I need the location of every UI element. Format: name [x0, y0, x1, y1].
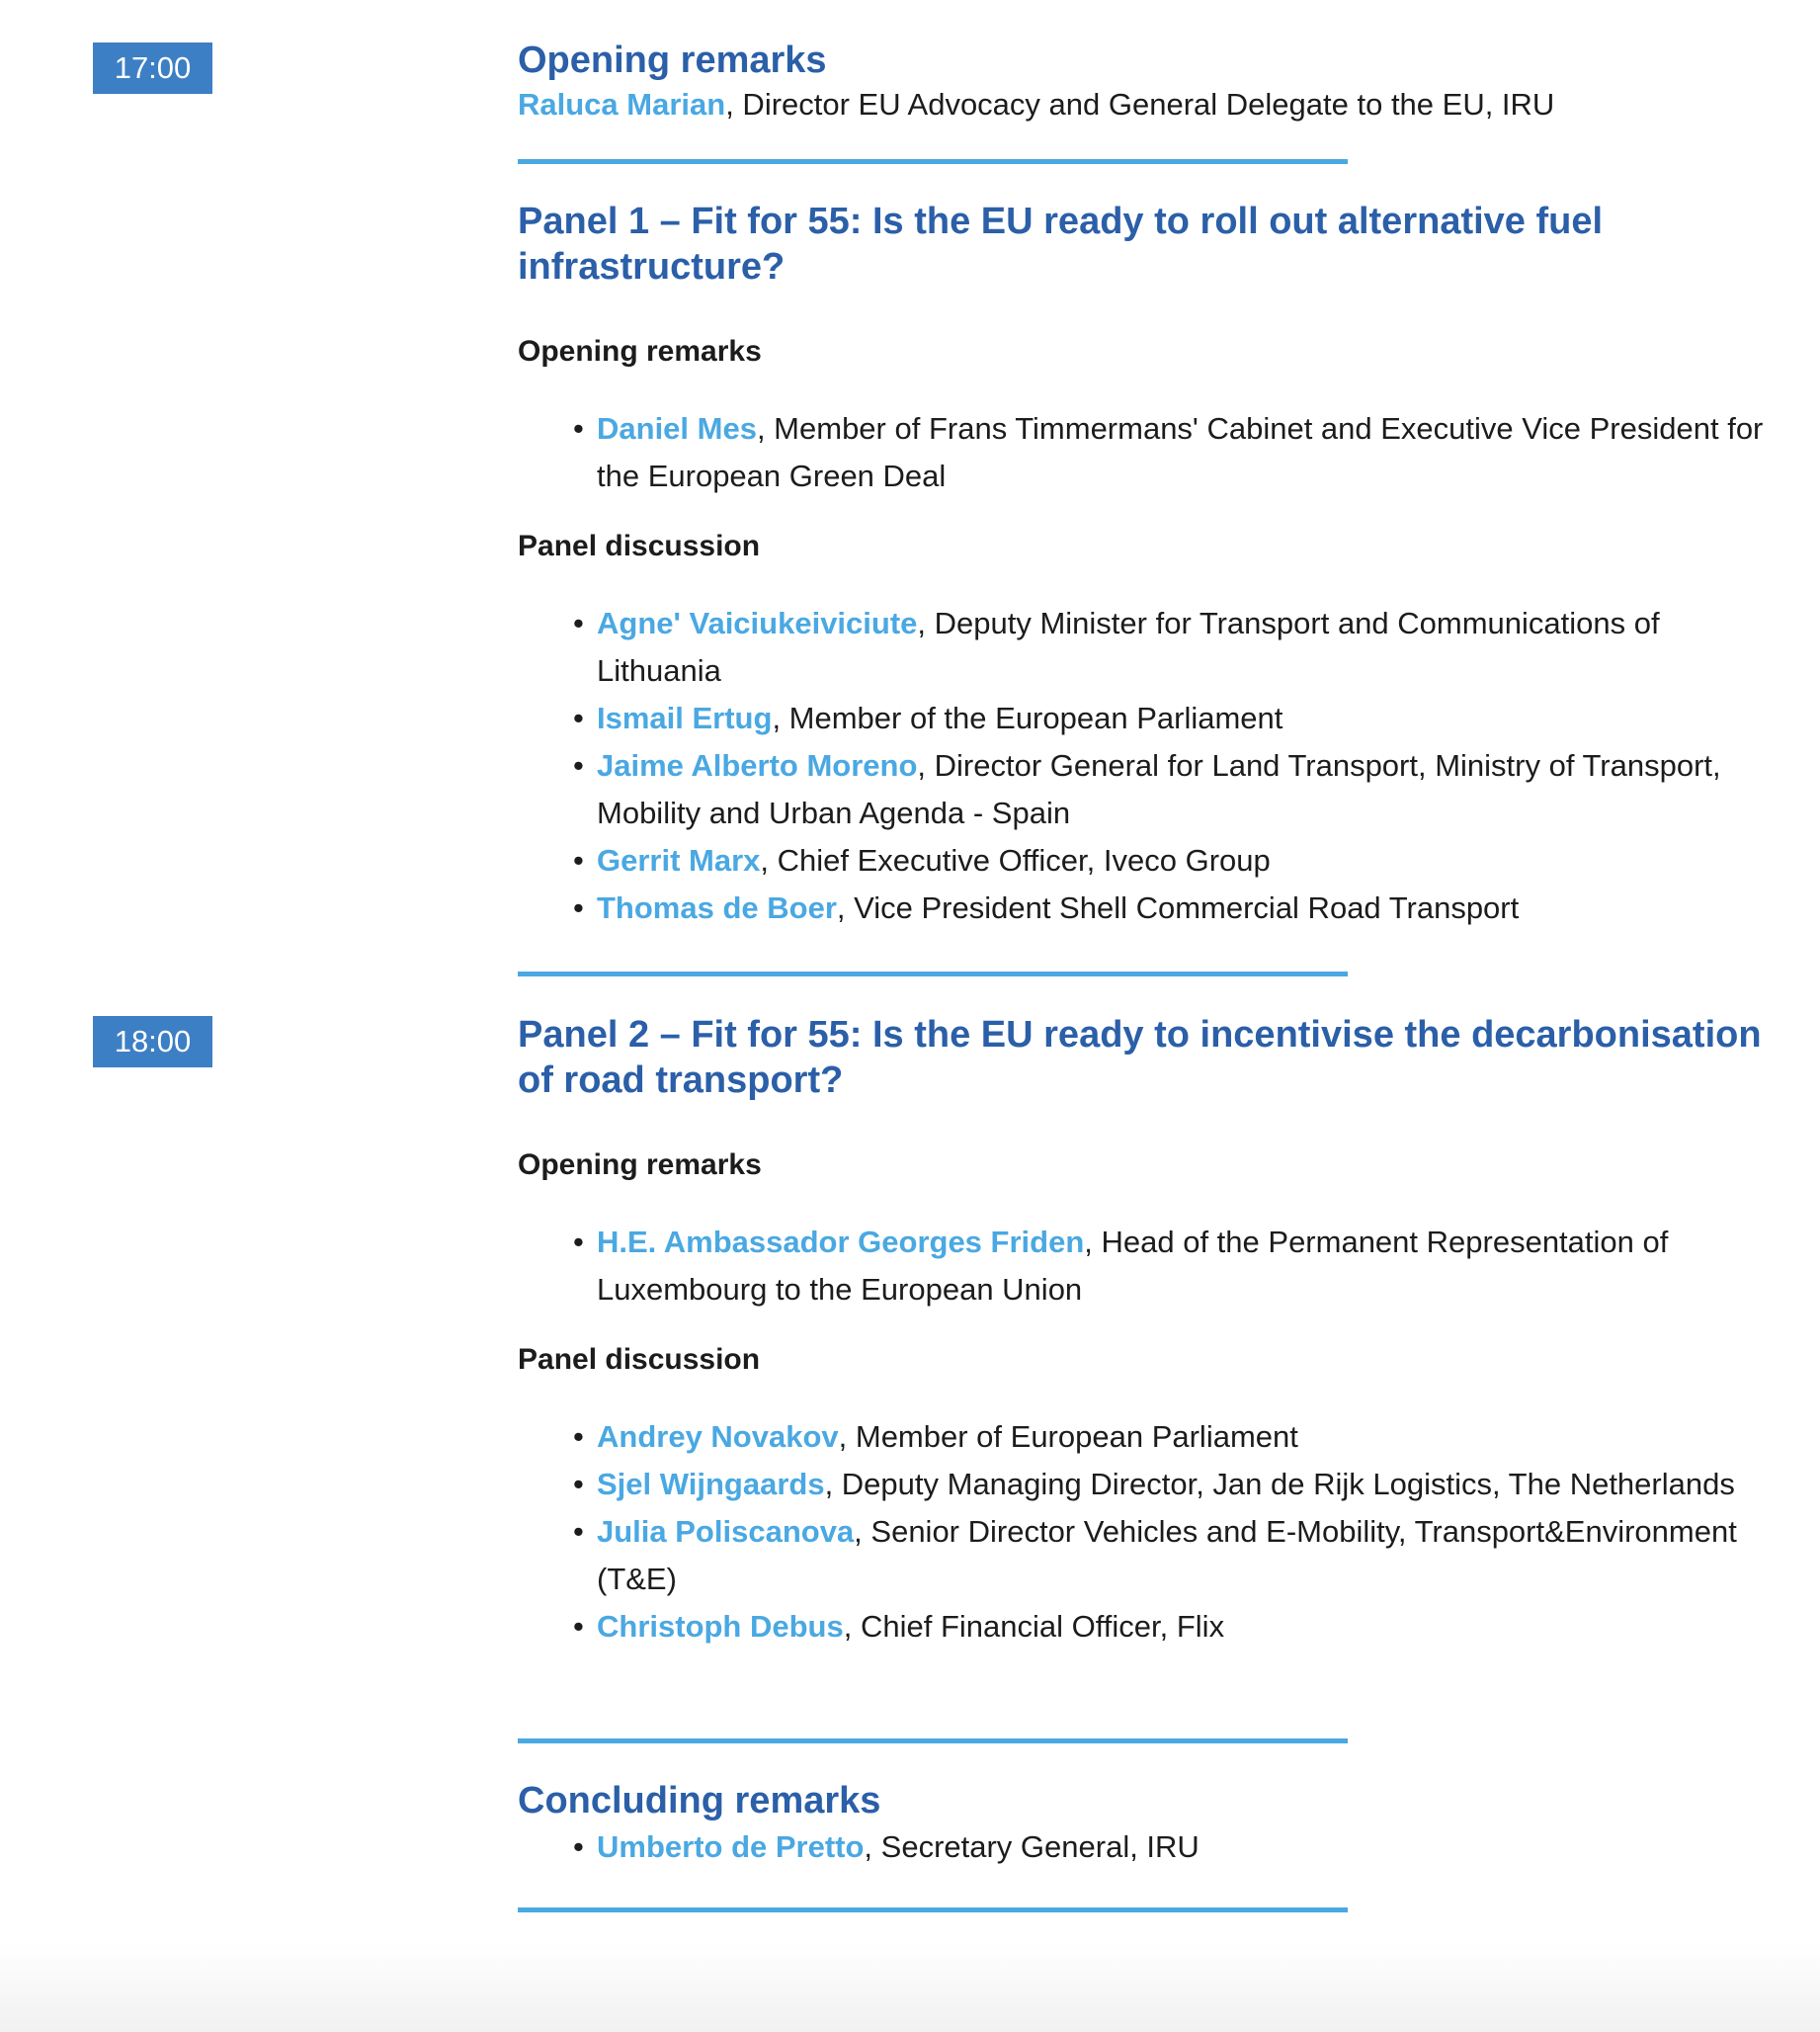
divider-rule [518, 1907, 1348, 1912]
panel2-discussion-list [518, 1413, 1782, 1651]
bullet-icon: • [573, 1514, 584, 1549]
speaker-role: , Director EU Advocacy and General Delegate to the EU, IRU [725, 87, 1555, 122]
speaker-role: , Senior Director Vehicles and E-Mobility, Transport&Environment (T&E) [597, 1514, 1737, 1596]
speaker-name: Thomas de Boer [597, 890, 837, 925]
speaker-role: , Member of Frans Timmermans' Cabinet and Executive Vice President for the European Green Deal [597, 411, 1764, 493]
list-item [573, 600, 1782, 695]
speaker-name: Julia Poliscanova [597, 1514, 855, 1549]
speaker-name: Gerrit Marx [597, 843, 761, 878]
speaker-role: , Vice President Shell Commercial Road Transport [836, 890, 1520, 925]
closing-title: Concluding remarks [518, 1780, 881, 1821]
time-badge-1800: 18:00 [93, 1016, 212, 1067]
list-item [573, 742, 1782, 837]
closing-section [518, 1778, 1782, 1871]
bullet-icon: • [573, 890, 584, 925]
panel2-title: Panel 2 – Fit for 55: Is the EU ready to incentivise the decarbonisation of road transport? [518, 1014, 1762, 1101]
bullet-icon: • [573, 1225, 584, 1259]
list-item [573, 1413, 1782, 1461]
list-item [573, 1461, 1782, 1508]
panel2-opening-list [518, 1219, 1782, 1313]
speaker-role: , Head of the Permanent Representation of Luxembourg to the European Union [597, 1225, 1669, 1307]
speaker-name: Jaime Alberto Moreno [597, 748, 918, 783]
speaker-role: , Deputy Minister for Transport and Communications of Lithuania [597, 606, 1660, 688]
speaker-role: , Member of European Parliament [838, 1419, 1298, 1454]
bullet-icon: • [573, 411, 584, 446]
opening-title: Opening remarks [518, 40, 827, 81]
list-item [573, 837, 1782, 885]
speaker-role: , Secretary General, IRU [864, 1829, 1200, 1864]
bullet-icon: • [573, 843, 584, 878]
panel1-discussion-list [518, 600, 1782, 932]
page-bottom-fade [0, 1943, 1820, 2032]
speaker-name: Christoph Debus [597, 1609, 844, 1644]
panel1-opening-heading: Opening remarks [518, 335, 762, 368]
speaker-role: , Director General for Land Transport, Ministry of Transport, Mobility and Urban Agenda - Spain [597, 748, 1721, 830]
speaker-role: , Deputy Managing Director, Jan de Rijk Logistics, The Netherlands [824, 1467, 1735, 1501]
list-item [573, 1823, 1782, 1871]
speaker-name: Raluca Marian [518, 87, 726, 122]
list-item [573, 405, 1782, 500]
speaker-name: Umberto de Pretto [597, 1829, 865, 1864]
bullet-icon: • [573, 1419, 584, 1454]
divider-rule [518, 1738, 1348, 1743]
list-item [573, 885, 1782, 932]
panel1-title: Panel 1 – Fit for 55: Is the EU ready to roll out alternative fuel infrastructure? [518, 201, 1604, 288]
panel2-opening-heading: Opening remarks [518, 1148, 762, 1181]
panel1-section [518, 199, 1782, 932]
speaker-name: Ismail Ertug [597, 701, 773, 735]
closing-list [518, 1823, 1782, 1871]
speaker-name: Andrey Novakov [597, 1419, 839, 1454]
panel2-section [518, 1012, 1782, 1651]
speaker-role: , Chief Financial Officer, Flix [843, 1609, 1225, 1644]
time-badge-1700: 17:00 [93, 42, 212, 94]
speaker-name: H.E. Ambassador Georges Friden [597, 1225, 1085, 1259]
opening-speaker [518, 81, 1782, 128]
speaker-name: Agne' Vaiciukeiviciute [597, 606, 918, 640]
panel2-discussion-heading: Panel discussion [518, 1343, 761, 1376]
bullet-icon: • [573, 748, 584, 783]
opening-section [518, 38, 1782, 128]
bullet-icon: • [573, 1609, 584, 1644]
list-item [573, 1603, 1782, 1651]
bullet-icon: • [573, 701, 584, 735]
list-item [573, 1508, 1782, 1603]
divider-rule [518, 972, 1348, 976]
list-item [573, 695, 1782, 742]
list-item [573, 1219, 1782, 1313]
speaker-name: Daniel Mes [597, 411, 757, 446]
speaker-role: , Chief Executive Officer, Iveco Group [760, 843, 1271, 878]
panel1-discussion-heading: Panel discussion [518, 530, 761, 562]
panel1-opening-list [518, 405, 1782, 500]
speaker-role: , Member of the European Parliament [772, 701, 1283, 735]
bullet-icon: • [573, 606, 584, 640]
bullet-icon: • [573, 1467, 584, 1501]
bullet-icon: • [573, 1829, 584, 1864]
divider-rule [518, 159, 1348, 164]
speaker-name: Sjel Wijngaards [597, 1467, 825, 1501]
